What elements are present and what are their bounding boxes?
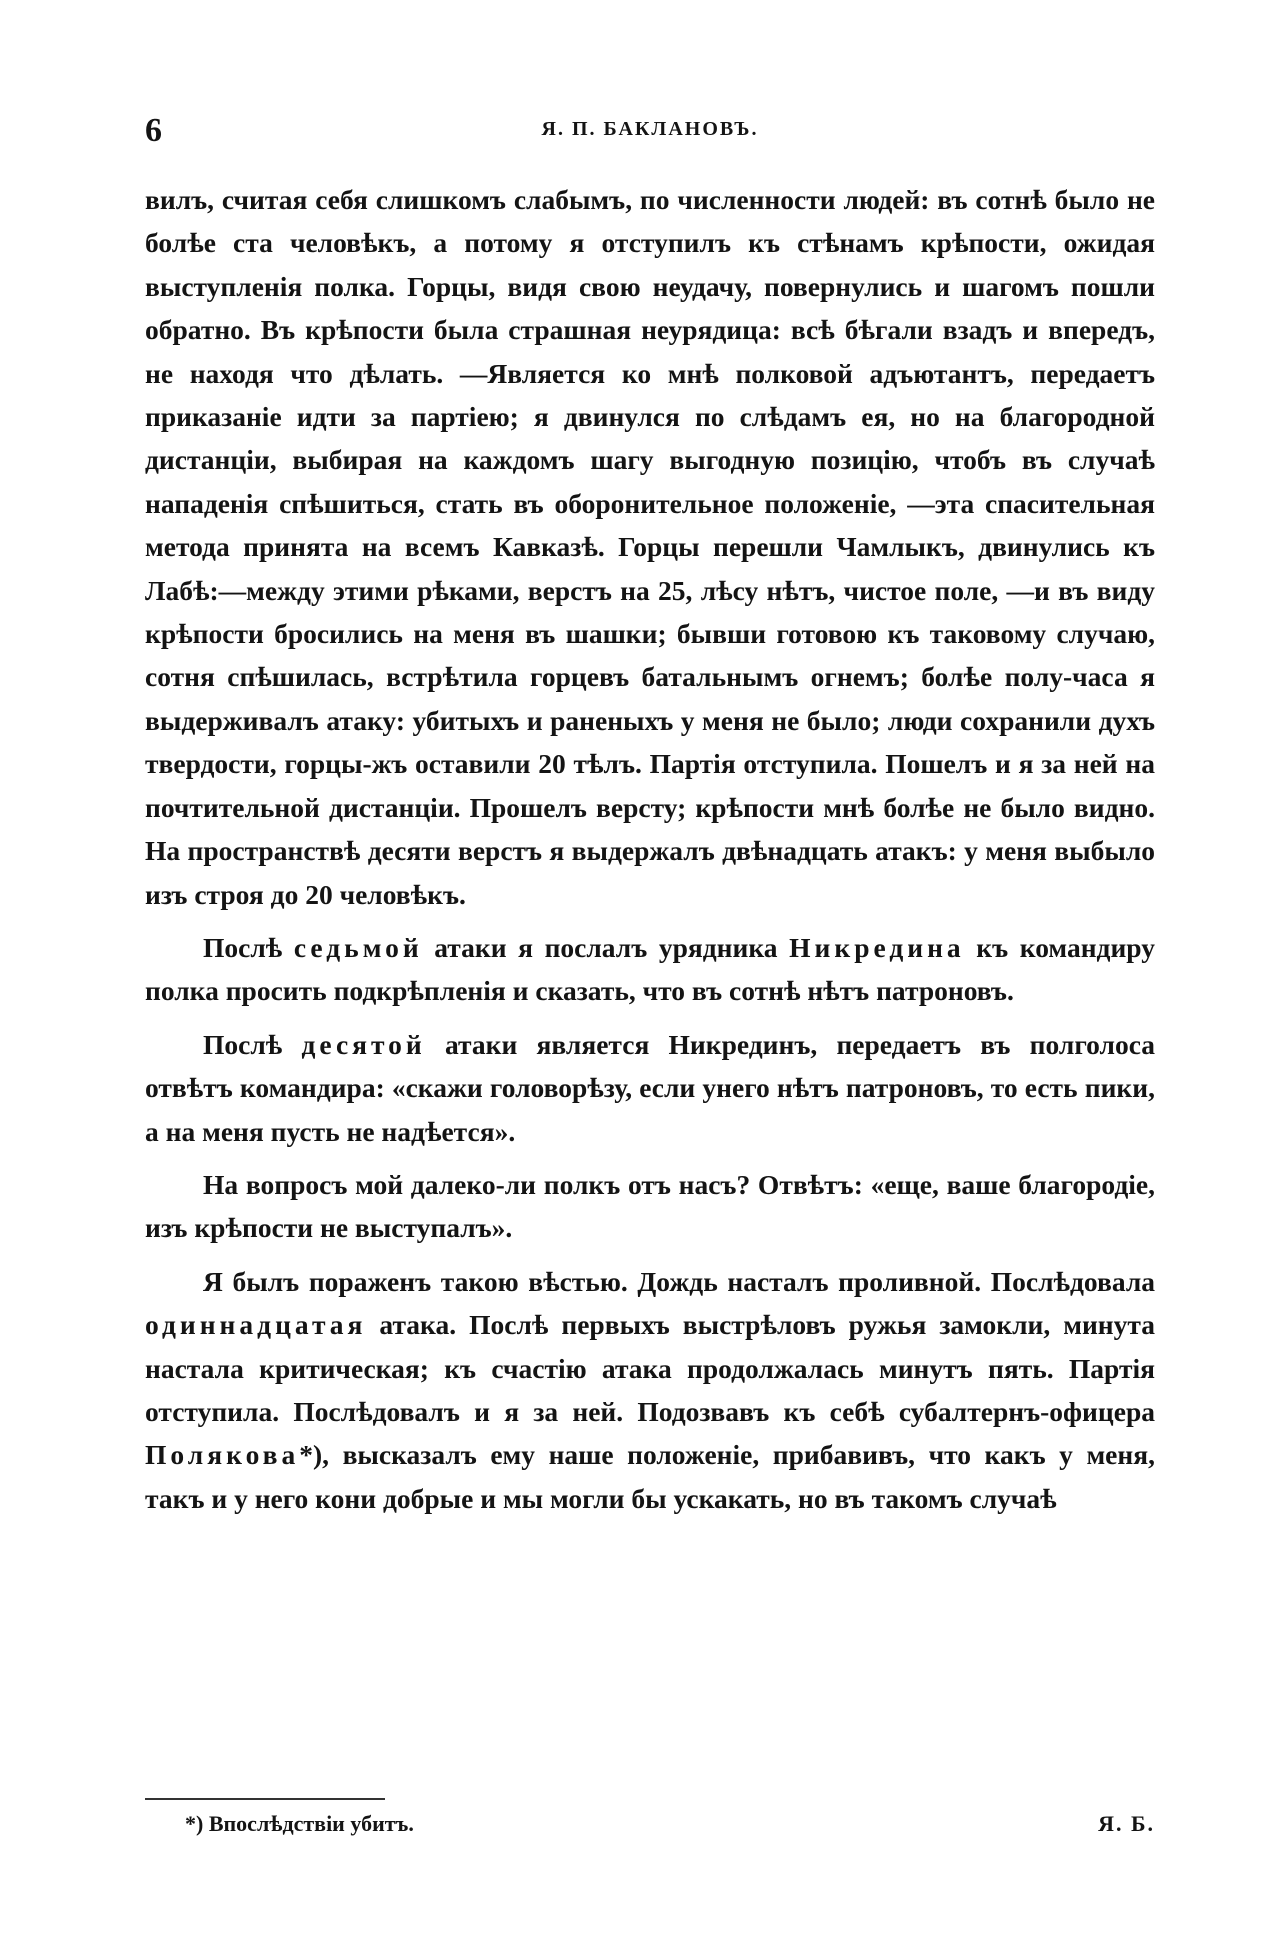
text-run: атака. Послѣ первыхъ выстрѣловъ ружья замокли, минута настала критическая; къ счастію атака продолжалась минутъ пять. Партія отступила. Послѣдовалъ и я за ней. Подозвавъ къ себѣ субалтернъ-офицера [145,1309,1155,1427]
footnote-signature: Я. Б. [1098,1811,1155,1836]
spaced-word: седьмой [293,931,423,963]
footnote [145,1807,1155,1847]
text-run: вилъ, считая себя слишкомъ слабымъ, по численности людей: въ сотнѣ было не болѣе ста человѣкъ, а потому я отступилъ къ стѣнамъ крѣпости, ожидая выступленія полка. Горцы, видя свою неудачу, повернулись и шагомъ пошли обратно. Въ крѣпости была страшная неурядица: всѣ бѣгали взадъ и впередъ, не находя что дѣлать. —Является ко мнѣ полковой адъютантъ, передаетъ приказаніе идти за партіею; я двинулся по слѣдамъ ея, но на благородной дистанціи, выбирая на каждомъ шагу выгодную позицію, чтобъ въ случаѣ нападенія спѣшиться, стать въ оборонительное положеніе, —эта спасительная метода принята на всемъ Кавказѣ. Горцы перешли Чамлыкъ, двинулись къ Лабѣ:—между этими рѣками, верстъ на 25, лѣсу нѣтъ, чистое поле, —и въ виду крѣпости бросились на меня въ шашки; бывши готовою къ таковому случаю, сотня спѣшилась, встрѣтила горцевъ батальнымъ огнемъ; болѣе полу-часа я выдерживалъ атаку: убитыхъ и раненыхъ у меня не было; люди сохранили духъ твердости, горцы-жъ оставили 20 тѣлъ. Партія отступила. Пошелъ и я за ней на почтительной дистанціи. Прошелъ версту; крѣпости мнѣ болѣе не было видно. На пространствѣ десяти верстъ я выдержалъ двѣнадцать атакъ: у меня выбыло изъ строя до 20 человѣкъ. [145,184,1155,910]
page-number: 6 [145,112,162,149]
spaced-word: десятой [301,1028,426,1060]
text-run: атаки является Никрединъ, передаетъ въ полголоса отвѣтъ командира: «скажи головорѣзу, если унего нѣтъ патроновъ, то есть пики, а на меня пусть не надѣется». [145,1028,1155,1147]
text-run: *), высказалъ ему наше положеніе, прибавивъ, что какъ у меня, такъ и у него кони добрые и мы могли бы ускакать, но въ такомъ случаѣ [145,1439,1155,1514]
text-run: Я былъ пораженъ такою вѣстью. Дождь насталъ проливной. Послѣдовала [203,1265,1155,1297]
spaced-name: Никредина [789,931,965,963]
paragraph-continuation [145,178,1155,916]
text-run: Послѣ [203,931,294,963]
footnote-divider [145,1798,385,1800]
running-head: Я. П. БАКЛАНОВЪ. [541,118,759,140]
text-run: Послѣ [203,1028,302,1060]
spaced-name: Полякова [145,1439,300,1471]
text-run: къ командиру полка просить подкрѣпленія и сказать, что въ сотнѣ нѣтъ патроновъ. [145,931,1155,1007]
text-run: На вопросъ мой далеко-ли полкъ отъ насъ? Отвѣтъ: «еще, ваше благородіе, изъ крѣпости не выступалъ». [145,1168,1155,1244]
spaced-word: одиннадцатая [145,1309,367,1341]
text-run: атаки я послалъ урядника [422,931,790,963]
paragraph [145,1260,1155,1520]
paragraph [145,1163,1155,1250]
footnote-text: *) Впослѣдствіи убитъ. [185,1811,414,1836]
page-body [145,178,1155,1530]
paragraph [145,926,1155,1013]
page-header [145,112,1155,152]
paragraph [145,1023,1155,1153]
